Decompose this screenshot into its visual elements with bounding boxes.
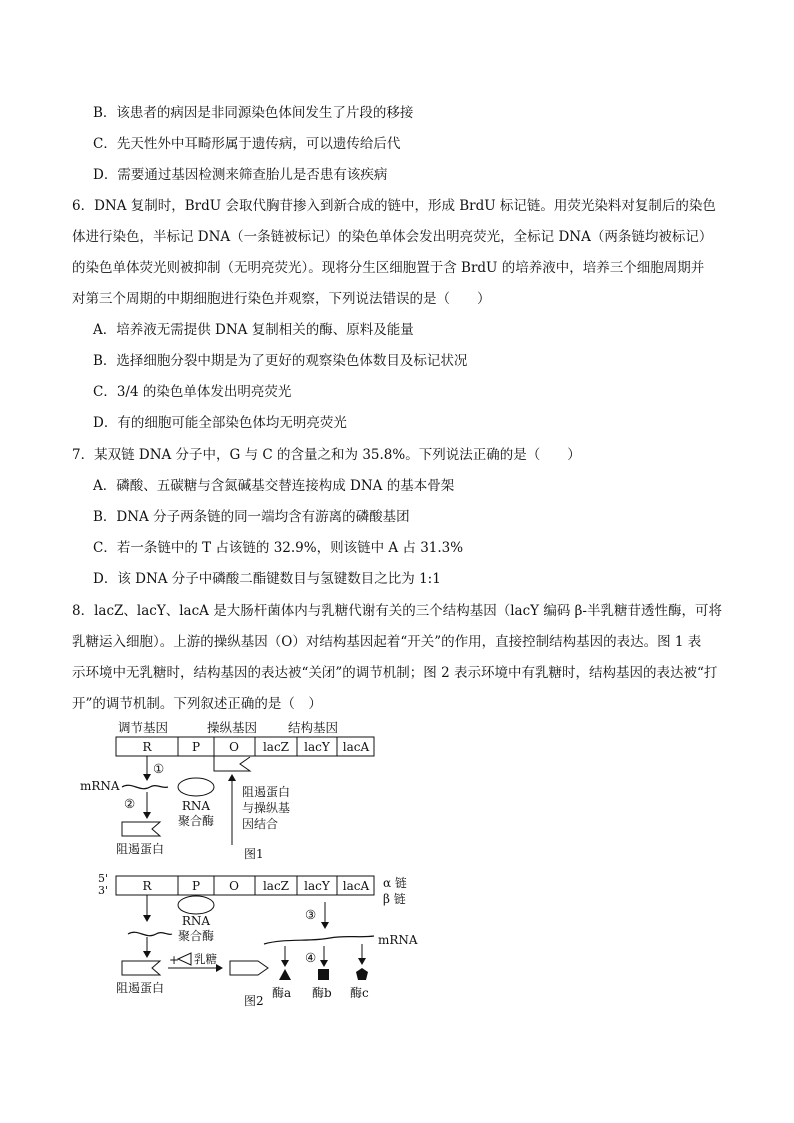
fig2-repressor-label: 阻遏蛋白: [116, 981, 165, 995]
fig1-gene-o: O: [229, 740, 239, 754]
fig2-structural-mrna-strand: [264, 936, 374, 944]
fig2-lactose-label: 乳糖: [194, 952, 217, 966]
fig2-rna-polymerase-shape: [178, 896, 214, 914]
fig2-enzyme-c-pentagon: [356, 968, 368, 980]
fig2-r-mrna-strand: [128, 932, 172, 935]
fig1-repressor-shape: [122, 822, 160, 836]
q8-stem-line-3: 示环境中无乳糖时，结构基因的表达被“关闭”的调节机制；图 2 表示环境中有乳糖时，结构基因的表达被“打: [72, 665, 718, 681]
fig1-mrna-label: mRNA: [80, 779, 120, 793]
q6-stem-line-2: 体进行染色，半标记 DNA（一条链被标记）的染色单体会发出明亮荧光，全标记 DNA（两条链均被标记）: [72, 229, 713, 245]
fig1-bound-repressor-shape: [214, 756, 250, 771]
fig1-repressor-label: 阻遏蛋白: [116, 842, 165, 856]
fig1-regulatory-gene-label: 调节基因: [118, 720, 169, 735]
q6-stem-line-3: 的染色单体荧光则被抑制（无明亮荧光）。现将分生区细胞置于含 BrdU 的培养液中，培养三个细胞周期并: [72, 260, 705, 276]
q6-option-a: A．培养液无需提供 DNA 复制相关的酶、原料及能量: [93, 322, 414, 338]
fig1-binding-label-1: 阻遏蛋白: [242, 785, 291, 799]
fig1-step-1: ①: [153, 761, 165, 776]
fig2-step-3: ③: [305, 907, 317, 922]
q7-stem: 7．某双链 DNA 分子中，G 与 C 的含量之和为 35.8%。下列说法正确的是（ ）: [72, 447, 581, 463]
fig1-gene-p: P: [191, 740, 201, 754]
q6-option-d: D．有的细胞可能全部染色体均无明亮荧光: [93, 415, 347, 431]
fig1-gene-lacz: lacZ: [262, 740, 290, 754]
fig2-lactose-shape: [178, 953, 191, 965]
q7-option-a: A．磷酸、五碳糖与含氮碱基交替连接构成 DNA 的基本骨架: [93, 478, 455, 494]
q6-stem-line-1: 6．DNA 复制时，BrdU 会取代胸苷掺入到新合成的链中，形成 BrdU 标记链。用荧光染料对复制后的染色: [72, 198, 716, 214]
fig2-rna-polymerase-label-2: 聚合酶: [177, 929, 215, 943]
q8-stem-line-4: 开”的调节机制。下列叙述正确的是（ ）: [72, 696, 322, 712]
fig2-inactive-repressor-shape: [230, 961, 268, 975]
fig2-gene-o: O: [229, 879, 239, 893]
q8-stem-line-2: 乳糖运入细胞）。上游的操纵基因（O）对结构基因起着“开关”的作用，直接控制结构基因的表达。图 1 表: [72, 634, 702, 650]
fig2-three-prime: 3': [98, 884, 109, 897]
fig1-structural-gene-label: 结构基因: [288, 720, 339, 735]
fig1-rna-polymerase-shape: [178, 778, 214, 796]
fig1-mrna-strand: [122, 785, 168, 788]
fig2-plus-sign: +: [169, 953, 180, 967]
fig1-operator-gene-label: 操纵基因: [207, 720, 258, 735]
fig1-gene-lacy: lacY: [304, 740, 330, 754]
fig1-gene-laca: lacA: [342, 740, 370, 754]
q6-option-c: C．3/4 的染色单体发出明亮荧光: [93, 384, 292, 400]
figure-1: [80, 720, 374, 861]
fig1-gene-r: R: [142, 740, 152, 754]
fig2-gene-p: P: [191, 879, 201, 893]
fig2-enzyme-b-label: 酶b: [312, 986, 332, 1000]
fig2-enzyme-b-square: [318, 969, 329, 980]
fig2-gene-laca: lacA: [342, 879, 370, 893]
q7-option-b: B．DNA 分子两条链的同一端均含有游离的磷酸基团: [93, 509, 410, 525]
fig1-binding-label-3: 因结合: [242, 817, 279, 831]
fig2-repressor-shape: [122, 961, 160, 975]
fig2-alpha-chain: α 链: [383, 876, 407, 890]
figure-2: [98, 872, 418, 1008]
fig2-gene-lacy: lacY: [304, 879, 330, 893]
fig2-step-4: ④: [305, 950, 317, 965]
fig2-enzyme-a-label: 酶a: [272, 986, 292, 1000]
fig2-caption: 图2: [244, 994, 264, 1008]
fig2-gene-bar: [116, 876, 374, 895]
q5-option-c: C．先天性外中耳畸形属于遗传病，可以遗传给后代: [93, 136, 401, 152]
q5-option-d: D．需要通过基因检测来筛查胎儿是否患有该疾病: [93, 167, 388, 183]
q8-stem-line-1: 8．lacZ、lacY、lacA 是大肠杆菌体内与乳糖代谢有关的三个结构基因（lacY 编码 β-半乳糖苷透性酶，可将: [72, 603, 722, 619]
fig1-rna-polymerase-label-2: 聚合酶: [177, 814, 215, 828]
fig1-caption: 图1: [244, 847, 264, 861]
q7-option-c: C．若一条链中的 T 占该链的 32.9%，则该链中 A 占 31.3%: [93, 540, 464, 556]
q7-option-d: D．该 DNA 分子中磷酸二酯键数目与氢键数目之比为 1:1: [93, 571, 441, 587]
fig1-gene-bar: [116, 737, 374, 756]
fig1-binding-label-2: 与操纵基: [242, 801, 291, 815]
fig1-rna-polymerase-label-1: RNA: [181, 799, 211, 813]
fig2-rna-polymerase-label-1: RNA: [181, 914, 211, 928]
fig2-enzyme-c-label: 酶c: [350, 986, 369, 1000]
q5-option-b: B．该患者的病因是非同源染色体间发生了片段的移接: [93, 105, 414, 121]
q6-option-b: B．选择细胞分裂中期是为了更好的观察染色体数目及标记状况: [93, 353, 468, 369]
fig2-beta-chain: β 链: [383, 892, 406, 906]
fig2-gene-lacz: lacZ: [262, 879, 290, 893]
fig2-five-prime: 5': [98, 872, 109, 885]
fig2-mrna-label: mRNA: [378, 933, 418, 947]
q6-stem-line-4: 对第三个周期的中期细胞进行染色并观察，下列说法错误的是（ ）: [72, 291, 491, 307]
fig1-step-2: ②: [124, 796, 136, 811]
fig2-gene-r: R: [142, 879, 152, 893]
fig2-enzyme-a-triangle: [279, 969, 291, 980]
